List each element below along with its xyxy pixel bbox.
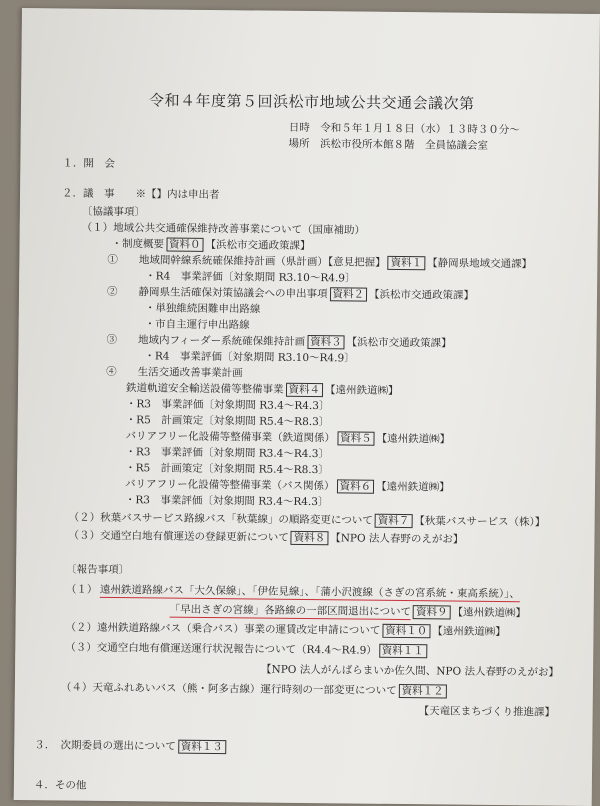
agenda-line-text: ・R4 事業評価〔対象期間 R3.10～R4.9〕 xyxy=(144,350,355,365)
document-reference-box: 資料０ xyxy=(166,238,204,252)
requester-label: 【浜松市交通政策課】 xyxy=(368,288,475,302)
agenda-line xyxy=(106,365,243,380)
document-reference-box: 資料１３ xyxy=(178,740,226,755)
agenda-line xyxy=(125,429,450,446)
agenda-line xyxy=(69,511,546,530)
agenda-line xyxy=(61,680,449,698)
agenda-line-text: ・R3 事業評価〔対象期間 R3.4～R4.3〕 xyxy=(125,446,330,461)
agenda-line xyxy=(145,317,250,332)
document-reference-box: 資料４ xyxy=(285,383,323,397)
agenda-line-text: ③ 地域内フィーダー系統確保維持計画 xyxy=(106,333,306,348)
requester-label: 【浜松市交通政策課】 xyxy=(346,336,452,350)
agenda-line xyxy=(82,205,145,220)
agenda-line xyxy=(68,529,463,547)
agenda-line xyxy=(106,333,451,351)
agenda-line xyxy=(145,269,355,285)
document-reference-box: 資料３ xyxy=(307,335,345,349)
agenda-line xyxy=(145,301,261,316)
agenda-line xyxy=(65,620,505,639)
agenda-line xyxy=(261,663,559,680)
document-reference-box: 資料２ xyxy=(329,287,367,301)
page-title: 令和４年度第５回浜松市地域公共交通会議次第 xyxy=(148,91,475,113)
agenda-line-text: ④ 生活交通改善事業計画 xyxy=(106,365,243,380)
agenda-line xyxy=(125,461,329,477)
agenda-line-text: バリアフリー化設備等整備事業（バス関係） xyxy=(124,478,335,493)
agenda-line-text: 鉄道軌道安全輸送設備等整備事業 xyxy=(125,382,284,396)
requester-label: 【遠州鉄道㈱】 xyxy=(376,480,450,494)
requester-label: 【静岡県地域交通課】 xyxy=(427,257,533,271)
requester-label: 【遠州鉄道㈱】 xyxy=(376,432,451,446)
document-reference-box: 資料８ xyxy=(291,531,329,545)
document-page xyxy=(14,8,600,806)
requester-label: 【秋葉バスサービス（株）】 xyxy=(414,515,546,529)
agenda-line xyxy=(82,221,365,238)
meeting-date: 日時 令和５年１月１８日（水）１３時３０分～ xyxy=(288,121,520,137)
agenda-line-text: 「早出さぎの宮線」各路線の一部区間退出について xyxy=(169,603,412,619)
agenda-line-text: （４）天竜ふれあいバス（熊・阿多古線）運行時刻の一部変更について xyxy=(60,681,397,697)
agenda-line-text: バリアフリー化設備等整備事業（鉄道関係） xyxy=(125,430,336,445)
agenda-line-text: ２．議 事 ※【】内は申出者 xyxy=(61,187,220,202)
document-reference-box: 資料１２ xyxy=(399,684,447,699)
agenda-line-text: ① 地域間幹線系統確保維持計画（県計画）【意見把握】 xyxy=(107,253,386,269)
agenda-line-text: ４．その他 xyxy=(33,779,87,792)
agenda-line xyxy=(144,349,354,365)
agenda-line-text: （１） xyxy=(65,583,98,596)
document-reference-box: 資料６ xyxy=(337,479,375,493)
agenda-line-text: 〔協議事項〕 xyxy=(81,205,145,219)
document-reference-box: 資料１ xyxy=(388,256,426,270)
requester-label: 【遠州鉄道㈱】 xyxy=(324,384,399,397)
agenda-line xyxy=(126,381,399,398)
agenda-line xyxy=(125,445,329,461)
agenda-line xyxy=(34,738,228,754)
agenda-line-text: ・R3 事業評価〔対象期間 R3.4～R4.3〕 xyxy=(124,494,329,509)
agenda-line-text: ・R3 事業評価〔対象期間 R3.4～R4.3〕 xyxy=(125,398,330,413)
agenda-line-text: 遠州鉄道路線バス「大久保線」、「伊佐見線」、「蒲小沢渡線（さぎの宮系統・東高系統）」、 xyxy=(99,583,520,601)
agenda-line xyxy=(66,562,129,577)
agenda-line xyxy=(62,186,220,202)
agenda-line-text: ・単独維続困難申出路線 xyxy=(144,302,261,316)
agenda-line-text: （１）地域公共交通確保維持改善事業について（国庫補助） xyxy=(81,221,366,237)
agenda-line-text: 【NPO 法人がんばらまいか佐久間、NPO 法人春野のえがお】 xyxy=(261,663,560,679)
agenda-line-text: １．開 会 xyxy=(62,157,115,170)
agenda-line xyxy=(419,704,556,719)
agenda-line xyxy=(65,640,429,658)
document-reference-box: 資料９ xyxy=(413,605,451,619)
meeting-place: 場所 浜松市役所本館８階 全員協議会室 xyxy=(288,137,489,152)
document-reference-box: 資料１１ xyxy=(379,644,427,659)
document-reference-box: 資料５ xyxy=(337,431,375,445)
agenda-line-text: ・市自主運行申出路線 xyxy=(144,318,250,332)
agenda-line-text: 【天竜区まちづくり推進課】 xyxy=(418,705,556,719)
agenda-line xyxy=(111,237,310,253)
agenda-line-text: （３）交通空白地有償運送運行状況報告について（R4.4～R4.9） xyxy=(65,641,377,657)
requester-label: 【浜松市交通政策課】 xyxy=(205,238,311,253)
agenda-line xyxy=(126,413,330,429)
agenda-line xyxy=(100,583,520,601)
agenda-line xyxy=(34,778,87,793)
document-reference-box: 資料７ xyxy=(375,514,413,528)
agenda-line-text: （２）秋葉バスサービス路線バス「秋葉線」の順路変更について xyxy=(68,511,373,527)
requester-label: 【遠州鉄道㈱】 xyxy=(452,606,527,620)
agenda-line xyxy=(107,285,474,303)
agenda-line-text: ② 静岡県生活確保対策協議会への申出事項 xyxy=(106,285,328,301)
document-reference-box: 資料１０ xyxy=(382,624,430,639)
agenda-line xyxy=(125,477,450,494)
agenda-line-text: ・R5 計画策定〔対象期間 R5.4～R8.3〕 xyxy=(125,414,330,429)
agenda-line-text: ３． 次期委員の選出について xyxy=(34,739,176,753)
agenda-line-text: ・制度概要 xyxy=(111,237,165,251)
requester-label: 【NPO 法人春野のえがお】 xyxy=(330,532,464,546)
requester-label: 【遠州鉄道㈱】 xyxy=(432,625,506,639)
agenda-line-text: 〔報告事項〕 xyxy=(66,563,130,577)
agenda-line-text: ・R4 事業評価〔対象期間 R3.10～R4.9〕 xyxy=(145,270,356,285)
agenda-line-text: ・R5 計画策定〔対象期間 R5.4～R8.3〕 xyxy=(125,462,329,477)
agenda-line xyxy=(126,397,330,413)
agenda-line xyxy=(62,156,115,171)
agenda-line-text: （２）遠州鉄道路線バス（乗合バス）事業の運賃改定申請について xyxy=(65,621,381,637)
agenda-line xyxy=(125,493,329,509)
agenda-line xyxy=(66,582,98,596)
agenda-line-text: （３）交通空白地有償運送の登録更新について xyxy=(68,529,289,544)
agenda-line xyxy=(170,603,526,621)
